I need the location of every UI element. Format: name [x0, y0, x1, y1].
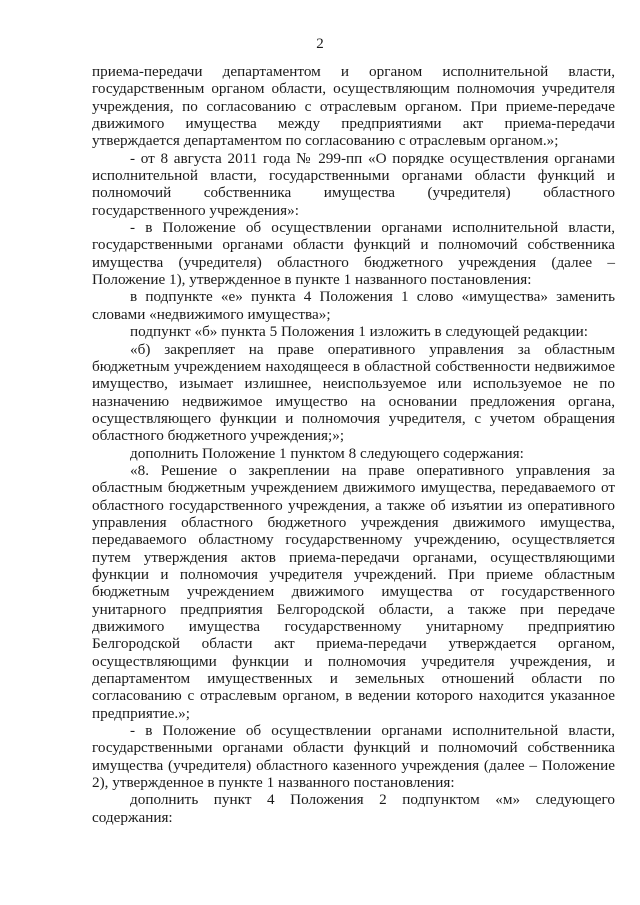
paragraph: «8. Решение о закреплении на праве оперативного управления за областным бюджетным учреждением движимого имущества, передаваемого от областного государственного учреждения, а также об изъятии из оперативного управления областного бюджетного учреждения движимого имущества, передаваемого областному государственному учреждению, осуществляется путем утверждения актов приема-передачи органами, осуществляющими функции и полномочия учредителя учреждений. При приеме областным бюджетным учреждением движимого имущества от государственного унитарного предприятия Белгородской области, а также при передаче движимого имущества государственному унитарному предприятию Белгородской области акт приема-передачи утверждается органом, осуществляющими функции и полномочия учредителя учреждения, и департаментом имущественных и земельных отношений области по согласованию с отраслевым органом, в ведении которого находится указанное предприятие.»;: [92, 461, 615, 722]
document-body: [92, 63, 615, 826]
paragraph: в подпункте «е» пункта 4 Положения 1 слово «имущества» заменить словами «недвижимого имущества»;: [92, 288, 615, 323]
paragraph: подпункт «б» пункта 5 Положения 1 изложить в следующей редакции:: [130, 323, 588, 341]
paragraph: - в Положение об осуществлении органами исполнительной власти, государственными органами области функций и полномочий собственника имущества (учредителя) областного казенного учреждения (далее – Положение 2), утвержденное в пункте 1 названного постановления:: [92, 722, 615, 792]
paragraph: дополнить Положение 1 пунктом 8 следующего содержания:: [130, 444, 524, 462]
page-number: 2: [316, 36, 324, 52]
paragraph: «б) закрепляет на праве оперативного управления за областным бюджетным учреждением находящееся в областной собственности недвижимое имущество, изымает излишнее, неиспользуемое или используемое не по назначению недвижимое имущество на основании предложения органа, осуществляющего функции и полномочия учредителя, с учетом обращения областного бюджетного учреждения;»;: [92, 340, 615, 445]
paragraph: - в Положение об осуществлении органами исполнительной власти, государственными органами области функций и полномочий собственника имущества (учредителя) областного бюджетного учреждения (далее – Положение 1), утвержденное в пункте 1 названного постановления:: [92, 219, 615, 289]
paragraph: дополнить пункт 4 Положения 2 подпунктом «м» следующего содержания:: [92, 791, 615, 826]
paragraph: приема-передачи департаментом и органом исполнительной власти, государственным органом области, осуществляющим полномочия учредителя учреждения, по согласованию с отраслевым органом. При приеме-передаче движимого имущества между предприятиями акт приема-передачи утверждается департаментом по согласованию с отраслевым органом.»;: [92, 63, 615, 150]
paragraph: - от 8 августа 2011 года № 299-пп «О порядке осуществления органами исполнительной власти, государственными органами области функций и полномочий собственника имущества (учредителя) областного государственного учреждения»:: [92, 149, 615, 219]
